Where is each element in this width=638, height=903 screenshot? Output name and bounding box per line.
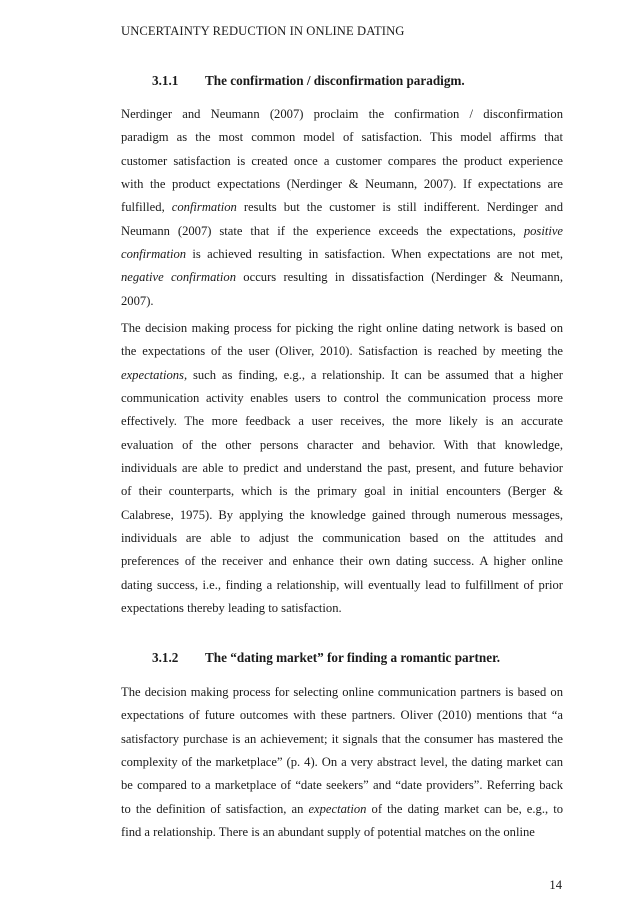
text-run: dating success, i.e., finding a relationship, will eventually lead to fulfillment of prior xyxy=(121,577,563,592)
text-line xyxy=(121,550,563,573)
section-title: The “dating market” for finding a romantic partner. xyxy=(205,650,501,665)
text-run: 2007). xyxy=(121,293,154,308)
text-run: customer satisfaction is created once a customer compares the product experience xyxy=(121,153,563,168)
text-line xyxy=(121,410,563,433)
italic-term: positive xyxy=(523,223,563,238)
italic-term: expectations, xyxy=(121,367,188,382)
text-run: satisfactory purchase is an achievement; it signals that the consumer has mastered the xyxy=(121,731,563,746)
section-title: The confirmation / disconfirmation paradigm. xyxy=(205,73,465,88)
text-line xyxy=(121,434,563,457)
text-line xyxy=(121,290,563,313)
text-run: be compared to a marketplace of “date seekers” and “date providers”. Referring back xyxy=(121,778,563,793)
text-run: such as finding, e.g., a relationship. It can be assumed that a higher xyxy=(187,367,563,382)
text-run: Neumann (2007) state that if the experience exceeds the expectations, xyxy=(121,223,524,238)
text-run: effectively. The more feedback a user receives, the more likely is an accurate xyxy=(121,414,563,429)
paragraph-dating-market xyxy=(121,681,563,844)
text-line xyxy=(121,574,563,597)
text-run: The decision making process for picking the right online dating network is based on xyxy=(121,321,563,335)
section-heading-3-1-1 xyxy=(152,73,465,89)
text-line xyxy=(121,150,563,173)
text-line xyxy=(121,751,563,774)
text-run: Calabrese, 1975). By applying the knowledge gained through numerous messages, xyxy=(121,507,563,522)
italic-term: expectation xyxy=(308,801,367,816)
text-line xyxy=(121,220,563,243)
text-line xyxy=(121,340,563,363)
text-line xyxy=(121,173,563,196)
text-line xyxy=(121,103,563,126)
section-number: 3.1.2 xyxy=(152,650,179,665)
text-run: expectations of future outcomes with these partners. Oliver (2010) mentions that “a xyxy=(121,708,563,723)
text-line xyxy=(121,266,563,289)
italic-term: confirmation xyxy=(121,247,187,262)
text-run: is achieved resulting in satisfaction. When expectations are not met, xyxy=(186,247,563,262)
text-run: of the dating market can be, e.g., to xyxy=(366,801,563,816)
text-line xyxy=(121,504,563,527)
text-run: expectations thereby leading to satisfaction. xyxy=(121,601,342,616)
text-line xyxy=(121,774,563,797)
text-line xyxy=(121,728,563,751)
text-run: preferences of the receiver and enhance their own dating success. A higher online xyxy=(121,554,563,569)
text-run: to the definition of satisfaction, an xyxy=(121,801,309,816)
text-run: The decision making process for selecting online communication partners is based on xyxy=(121,685,563,699)
text-run: paradigm as the most common model of satisfaction. This model affirms that xyxy=(121,130,563,145)
text-line xyxy=(121,480,563,503)
text-run: individuals are able to predict and understand the past, present, and future behavior xyxy=(121,461,563,476)
text-run: fulfilled, xyxy=(121,200,172,215)
italic-term: negative confirmation xyxy=(121,270,237,285)
section-number: 3.1.1 xyxy=(152,73,179,88)
text-line xyxy=(121,457,563,480)
text-line xyxy=(121,243,563,266)
text-run: find a relationship. There is an abundant supply of potential matches on the online xyxy=(121,825,535,840)
text-run: the expectations of the user (Oliver, 2010). Satisfaction is reached by meeting the xyxy=(121,344,563,359)
text-run: Nerdinger and Neumann (2007) proclaim the confirmation / disconfirmation xyxy=(121,107,563,121)
text-run: complexity of the marketplace” (p. 4). On a very abstract level, the dating market can xyxy=(121,755,563,770)
italic-term: confirmation xyxy=(171,200,237,215)
text-run: evaluation of the other persons character and behavior. With that knowledge, xyxy=(121,437,563,452)
text-line xyxy=(121,527,563,550)
text-run: with the product expectations (Nerdinger & Neumann, 2007). If expectations are xyxy=(121,177,563,192)
section-heading-3-1-2 xyxy=(152,650,500,666)
text-run: of their counterparts, which is the primary goal in initial encounters (Berger & xyxy=(121,484,563,499)
text-line xyxy=(121,126,563,149)
running-head: UNCERTAINTY REDUCTION IN ONLINE DATING xyxy=(121,24,405,38)
text-line xyxy=(121,196,563,219)
text-line xyxy=(121,704,563,727)
text-line xyxy=(121,597,563,620)
text-run: communication activity enables users to control the communication process more xyxy=(121,391,563,406)
text-line xyxy=(121,821,563,844)
text-line xyxy=(121,798,563,821)
paragraph-decision-making xyxy=(121,317,563,620)
text-line xyxy=(121,387,563,410)
paragraph-confirmation-paradigm xyxy=(121,103,563,313)
text-line xyxy=(121,681,563,704)
text-line xyxy=(121,317,563,340)
text-run: occurs resulting in dissatisfaction (Nerdinger & Neumann, xyxy=(236,270,563,285)
page-number: 14 xyxy=(549,878,562,892)
text-line xyxy=(121,364,563,387)
text-run: results but the customer is still indifferent. Nerdinger and xyxy=(236,200,563,215)
text-run: individuals are able to adjust the communication based on the attitudes and xyxy=(121,531,563,546)
